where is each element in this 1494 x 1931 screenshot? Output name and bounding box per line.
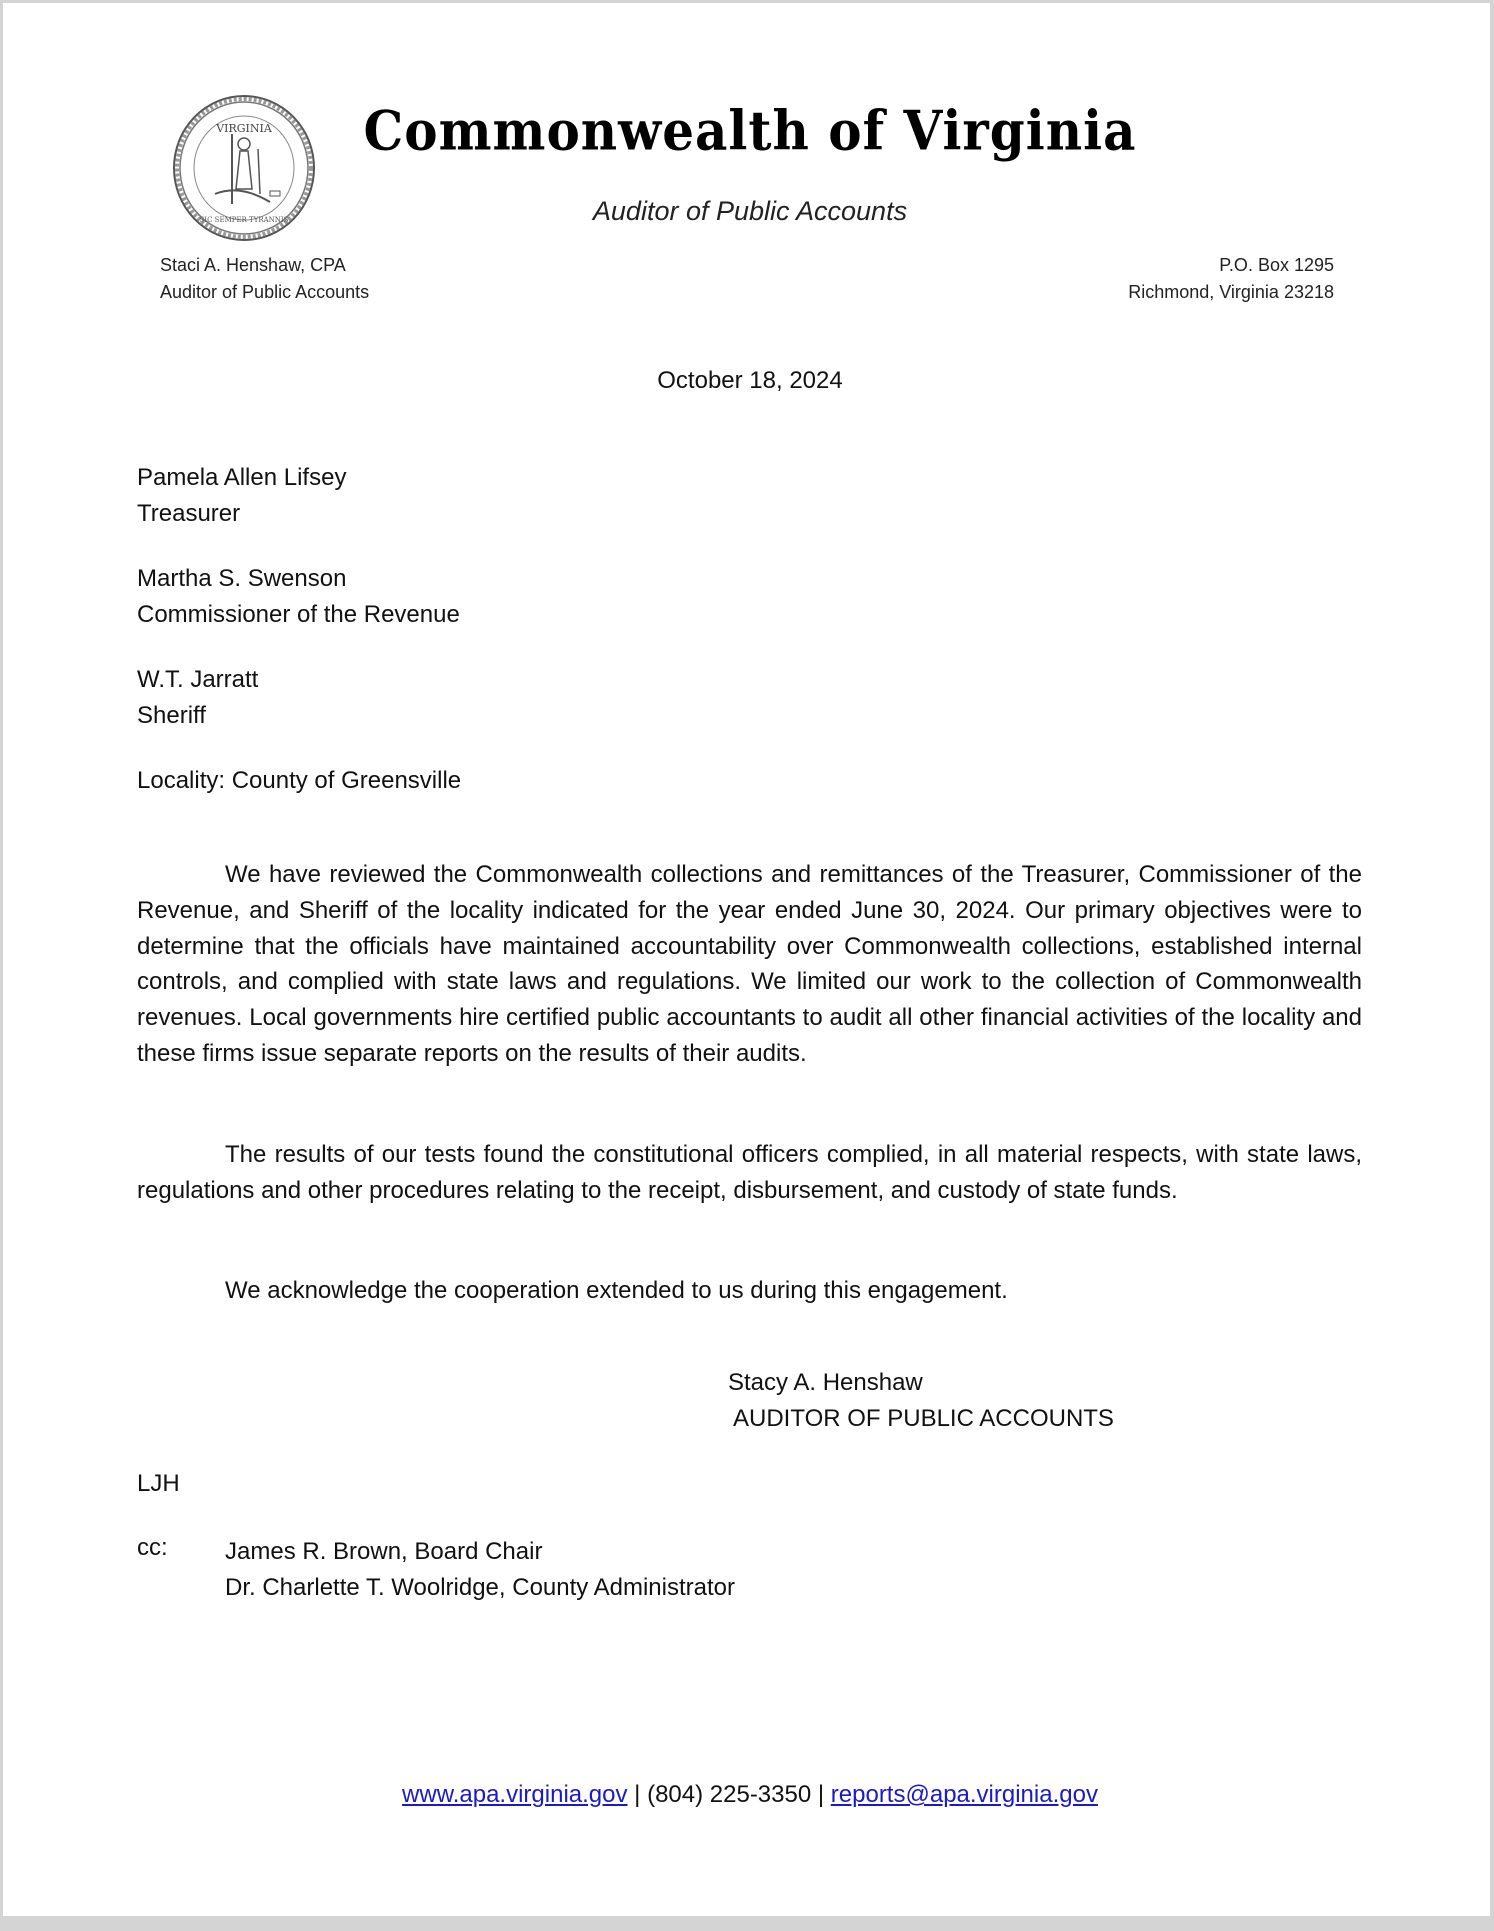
sender-block: [160, 252, 369, 306]
cc-recipient: Dr. Charlette T. Woolridge, County Administrator: [225, 1574, 735, 1601]
sender-title: Auditor of Public Accounts: [160, 282, 370, 302]
footer-separator: |: [817, 1781, 825, 1808]
footer-contact: [3, 1781, 1494, 1809]
cc-recipient: James R. Brown, Board Chair: [225, 1538, 543, 1565]
typist-initials: LJH: [137, 1470, 180, 1497]
locality: [137, 763, 461, 799]
recipient: [137, 662, 461, 734]
email-link[interactable]: reports@apa.virginia.gov: [830, 1781, 1098, 1808]
recipient-name: Pamela Allen Lifsey: [137, 464, 347, 491]
recipient-list: [137, 460, 461, 828]
seal-motto: SIC SEMPER TYRANNIS: [199, 216, 289, 224]
footer-separator: |: [634, 1781, 641, 1808]
letterhead-subtitle: Auditor of Public Accounts: [592, 196, 908, 226]
sender-name: Staci A. Henshaw, CPA: [160, 255, 346, 275]
letter-page: [3, 3, 1490, 1916]
address-line-1: P.O. Box 1295: [1219, 255, 1334, 275]
cc-label: cc:: [137, 1534, 168, 1561]
phone-number: (804) 225-3350: [647, 1781, 812, 1808]
letter-date: October 18, 2024: [657, 367, 843, 394]
cc-list: [225, 1534, 735, 1606]
recipient-title: Treasurer: [137, 500, 241, 527]
body-paragraph-2: The results of our tests found the constitutional officers complied, in all material respects, with state laws, regulations and other procedures relating to the receipt, disbursement, and custody of state funds.: [137, 1141, 1362, 1204]
locality-line: Locality: County of Greensville: [137, 767, 462, 794]
body-paragraph-1: We have reviewed the Commonwealth collections and remittances of the Treasurer, Commissioner of the Revenue, and Sheriff of the locality indicated for the year ended June 30, 2024. Our primary objectives were to determine that the officials have maintained accountability over Commonwealth collections, established internal controls, and complied with state laws and regulations. We limited our work to the collection of Commonwealth revenues. Local governments hire certified public accountants to audit all other financial activities of the locality and these firms issue separate reports on the results of their audits.: [137, 861, 1362, 1067]
website-link[interactable]: www.apa.virginia.gov: [402, 1781, 628, 1808]
recipient: [137, 561, 461, 633]
recipient: [137, 460, 461, 532]
recipient-title: Sheriff: [137, 702, 206, 729]
return-address: [1128, 252, 1334, 306]
recipient-name: W.T. Jarratt: [137, 666, 259, 693]
signature-title: AUDITOR OF PUBLIC ACCOUNTS: [733, 1405, 1114, 1432]
seal-top-text: VIRGINIA: [216, 122, 272, 135]
body-paragraph-3: We acknowledge the cooperation extended to us during this engagement.: [225, 1277, 1008, 1304]
address-line-2: Richmond, Virginia 23218: [1128, 282, 1334, 302]
recipient-name: Martha S. Swenson: [137, 565, 347, 592]
letterhead-title: Commonwealth of Virginia: [363, 98, 1137, 163]
signature-name: Stacy A. Henshaw: [728, 1369, 923, 1396]
recipient-title: Commissioner of the Revenue: [137, 601, 460, 628]
